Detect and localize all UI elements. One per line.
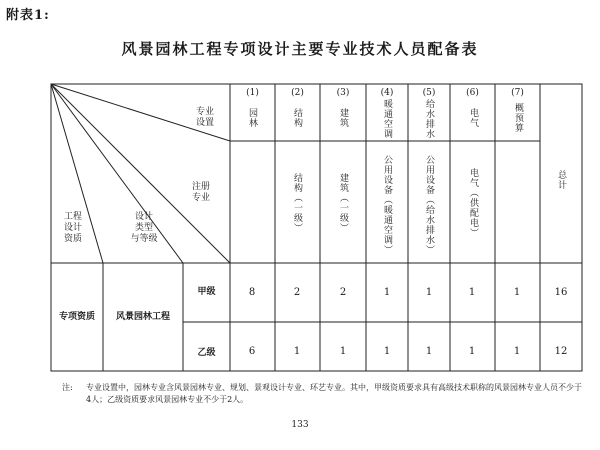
header-design-type: 设计 类型 与等级 xyxy=(130,212,158,244)
column-registered: 结构（一级） xyxy=(292,173,302,233)
column-index: (7) xyxy=(511,88,524,98)
column-name: 园林 xyxy=(247,108,257,128)
value-cell: 8 xyxy=(248,287,256,298)
note-label: 注: xyxy=(62,383,73,392)
row-qualification: 专项资质 xyxy=(58,312,95,322)
column-registered: 公用设备（给水排水） xyxy=(424,155,434,255)
value-cell: 1 xyxy=(425,287,433,298)
total-cell: 12 xyxy=(554,346,568,357)
grade-label: 甲级 xyxy=(197,287,216,297)
note-text: 专业设置中，园林专业含风景园林专业、规划、景观设计专业、环艺专业。其中，甲级资质要求具有高级技术职称的风景园林专业人员不少于4人；乙级资质要求风景园林专业不少于2人。 xyxy=(86,383,582,404)
column-name: 建筑 xyxy=(338,108,348,128)
value-cell: 1 xyxy=(468,287,476,298)
value-cell: 1 xyxy=(468,346,476,357)
header-qualification: 工程 设计 资质 xyxy=(63,212,82,244)
column-registered: 电气（供配电） xyxy=(468,168,478,238)
value-cell: 6 xyxy=(248,346,256,357)
header-professional-setting: 专业 设置 xyxy=(195,107,214,128)
value-cell: 1 xyxy=(383,287,391,298)
column-name: 给水排水 xyxy=(424,99,434,139)
page-number: 133 xyxy=(291,420,309,430)
value-cell: 2 xyxy=(339,287,347,298)
value-cell: 1 xyxy=(339,346,347,357)
column-name: 电气 xyxy=(468,108,478,128)
column-registered: 公用设备（暖通空调） xyxy=(382,155,392,255)
value-cell: 2 xyxy=(293,287,301,298)
column-registered: 建筑（一级） xyxy=(338,173,348,233)
value-cell: 1 xyxy=(513,346,521,357)
column-index: (3) xyxy=(336,88,350,98)
header-registered-major: 注册 专业 xyxy=(191,182,210,203)
column-index: (1) xyxy=(246,88,259,98)
column-index: (4) xyxy=(380,88,394,98)
column-index: (5) xyxy=(422,88,436,98)
column-name: 结构 xyxy=(292,108,302,128)
column-index: (2) xyxy=(291,88,304,98)
column-index: (6) xyxy=(466,88,479,98)
value-cell: 1 xyxy=(293,346,301,357)
total-cell: 16 xyxy=(554,287,568,298)
value-cell: 1 xyxy=(425,346,433,357)
row-design-type: 风景园林工程 xyxy=(115,312,170,322)
column-name: 概预算 xyxy=(513,103,523,133)
grade-label: 乙级 xyxy=(197,348,216,358)
column-name: 暖通空调 xyxy=(382,99,392,139)
value-cell: 1 xyxy=(513,287,521,298)
table-title: 风景园林工程专项设计主要专业技术人员配备表 xyxy=(121,40,479,58)
value-cell: 1 xyxy=(383,346,391,357)
attachment-label: 附表1: xyxy=(6,8,50,23)
total-header: 总计 xyxy=(556,170,566,190)
